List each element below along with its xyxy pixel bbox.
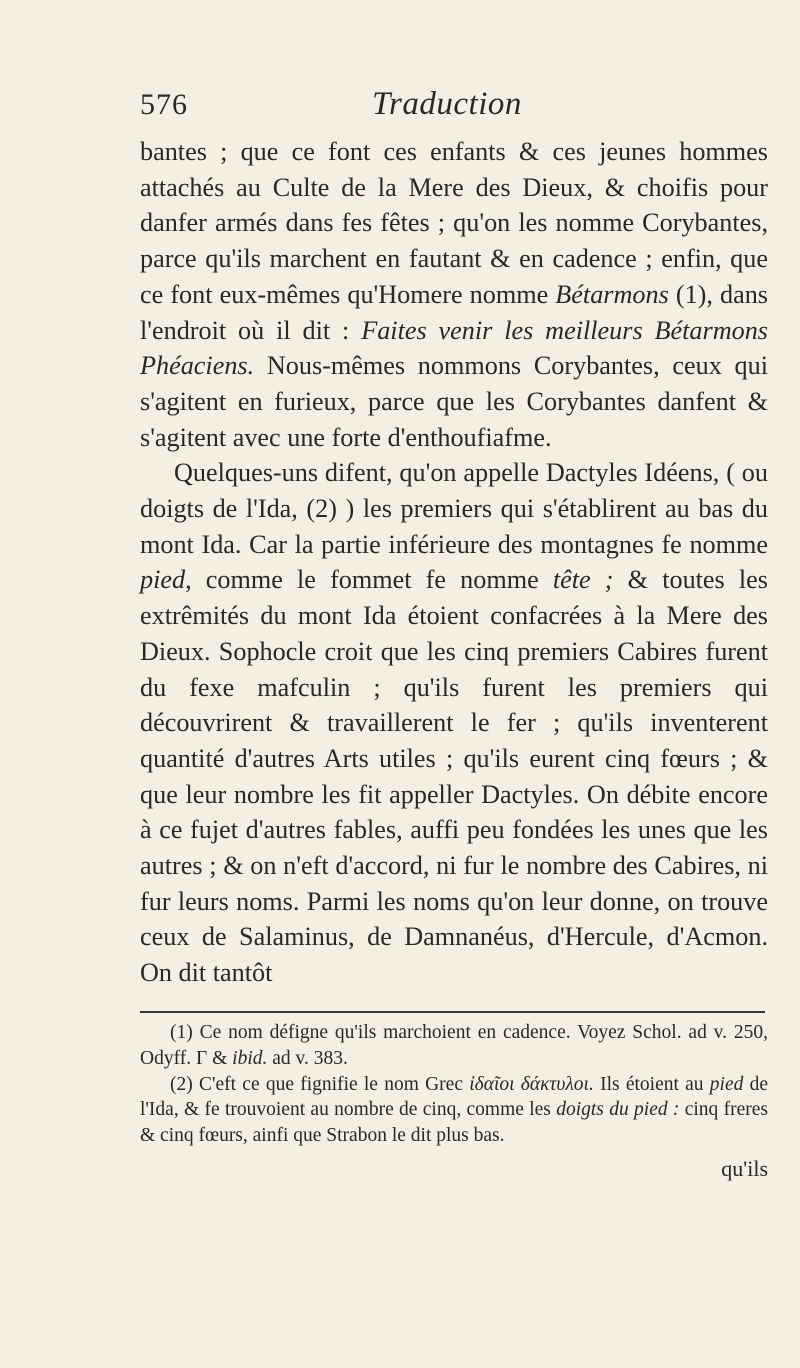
page-number: 576 — [140, 88, 188, 121]
footnotes — [140, 1020, 768, 1149]
page-header — [140, 88, 700, 132]
italic-quote: Faites venir les meilleurs Bétarmons Phéaciens. — [140, 315, 768, 381]
footnote-1 — [140, 1020, 768, 1072]
text-run: & toutes les extrêmités du mont Ida étoient confacrées à la Mere des Dieux. Sophocle croit que les cinq premiers Cabires furent du fexe mafculin ; qu'ils furent les premiers qui découvrirent & travaillerent le fer ; qu'ils inventerent quantité d'autres Arts utiles ; qu'ils eurent cinq fœurs ; & que leur nombre les fit appeller Dactyles. On débite encore à ce fujet d'autres fables, auffi peu fondées les unes que les autres ; & on n'eft d'accord, ni fur le nombre des Cabires, ni fur leurs noms. Parmi les noms qu'on leur donne, on trouve ceux de Salaminus, de Damnanéus, d'Hercule, d'Acmon. On dit tantôt — [140, 565, 768, 988]
text-run: (1), dans l'endroit où il dit : — [140, 279, 769, 345]
text-run: de l'Ida, & fe trouvoient au nombre de cinq, comme les — [140, 1073, 769, 1121]
italic-term: doigts du pied : — [556, 1099, 680, 1121]
italic-term: Bétarmons — [555, 279, 669, 309]
paragraph-1 — [140, 134, 768, 455]
italic-term: ibid. — [232, 1047, 268, 1069]
text-run: cinq freres & cinq fœurs, ainfi que Strabon le dit plus bas. — [140, 1099, 768, 1147]
main-text — [140, 134, 768, 991]
footnote-divider — [140, 1011, 765, 1013]
text-run: (2) C'eft ce que fignifie le nom Grec — [170, 1073, 470, 1095]
running-title: Traduction — [372, 86, 522, 122]
greek-term: ἰδαῖοι δάκτυλοι. — [469, 1073, 594, 1095]
text-run: Ils étoient au — [593, 1073, 710, 1095]
text-run: (1) Ce nom défigne qu'ils marchoient en cadence. Voyez Schol. ad v. 250, Odyff. Γ & — [140, 1022, 768, 1069]
text-run: Quelques-uns difent, qu'on appelle Dactyles Idéens, ( ou doigts de l'Ida, (2) ) les premiers qui s'établirent au bas du mont Ida. Car la partie inférieure des montagnes fe nomme — [140, 458, 768, 559]
catchword: qu'ils — [721, 1156, 768, 1181]
text-run: ad v. 383. — [267, 1047, 348, 1069]
italic-term: tête ; — [552, 565, 614, 595]
italic-term: pied — [140, 565, 186, 595]
footnote-2 — [140, 1072, 768, 1149]
italic-term: pied — [709, 1073, 744, 1095]
text-run: , comme le fommet fe nomme — [185, 565, 553, 595]
paragraph-2 — [140, 455, 768, 991]
text-run: Nous-mêmes nommons Corybantes, ceux qui s'agitent en furieux, parce que les Corybantes danfent & s'agitent avec une forte d'enthoufiafme. — [140, 351, 768, 452]
text-run: bantes ; que ce font ces enfants & ces jeunes hommes attachés au Culte de la Mere des Dieux, & choifis pour danfer armés dans fes fêtes ; qu'on les nomme Corybantes, parce qu'ils marchent en fautant & en cadence ; enfin, que ce font eux-mêmes qu'Homere nomme — [140, 137, 768, 309]
